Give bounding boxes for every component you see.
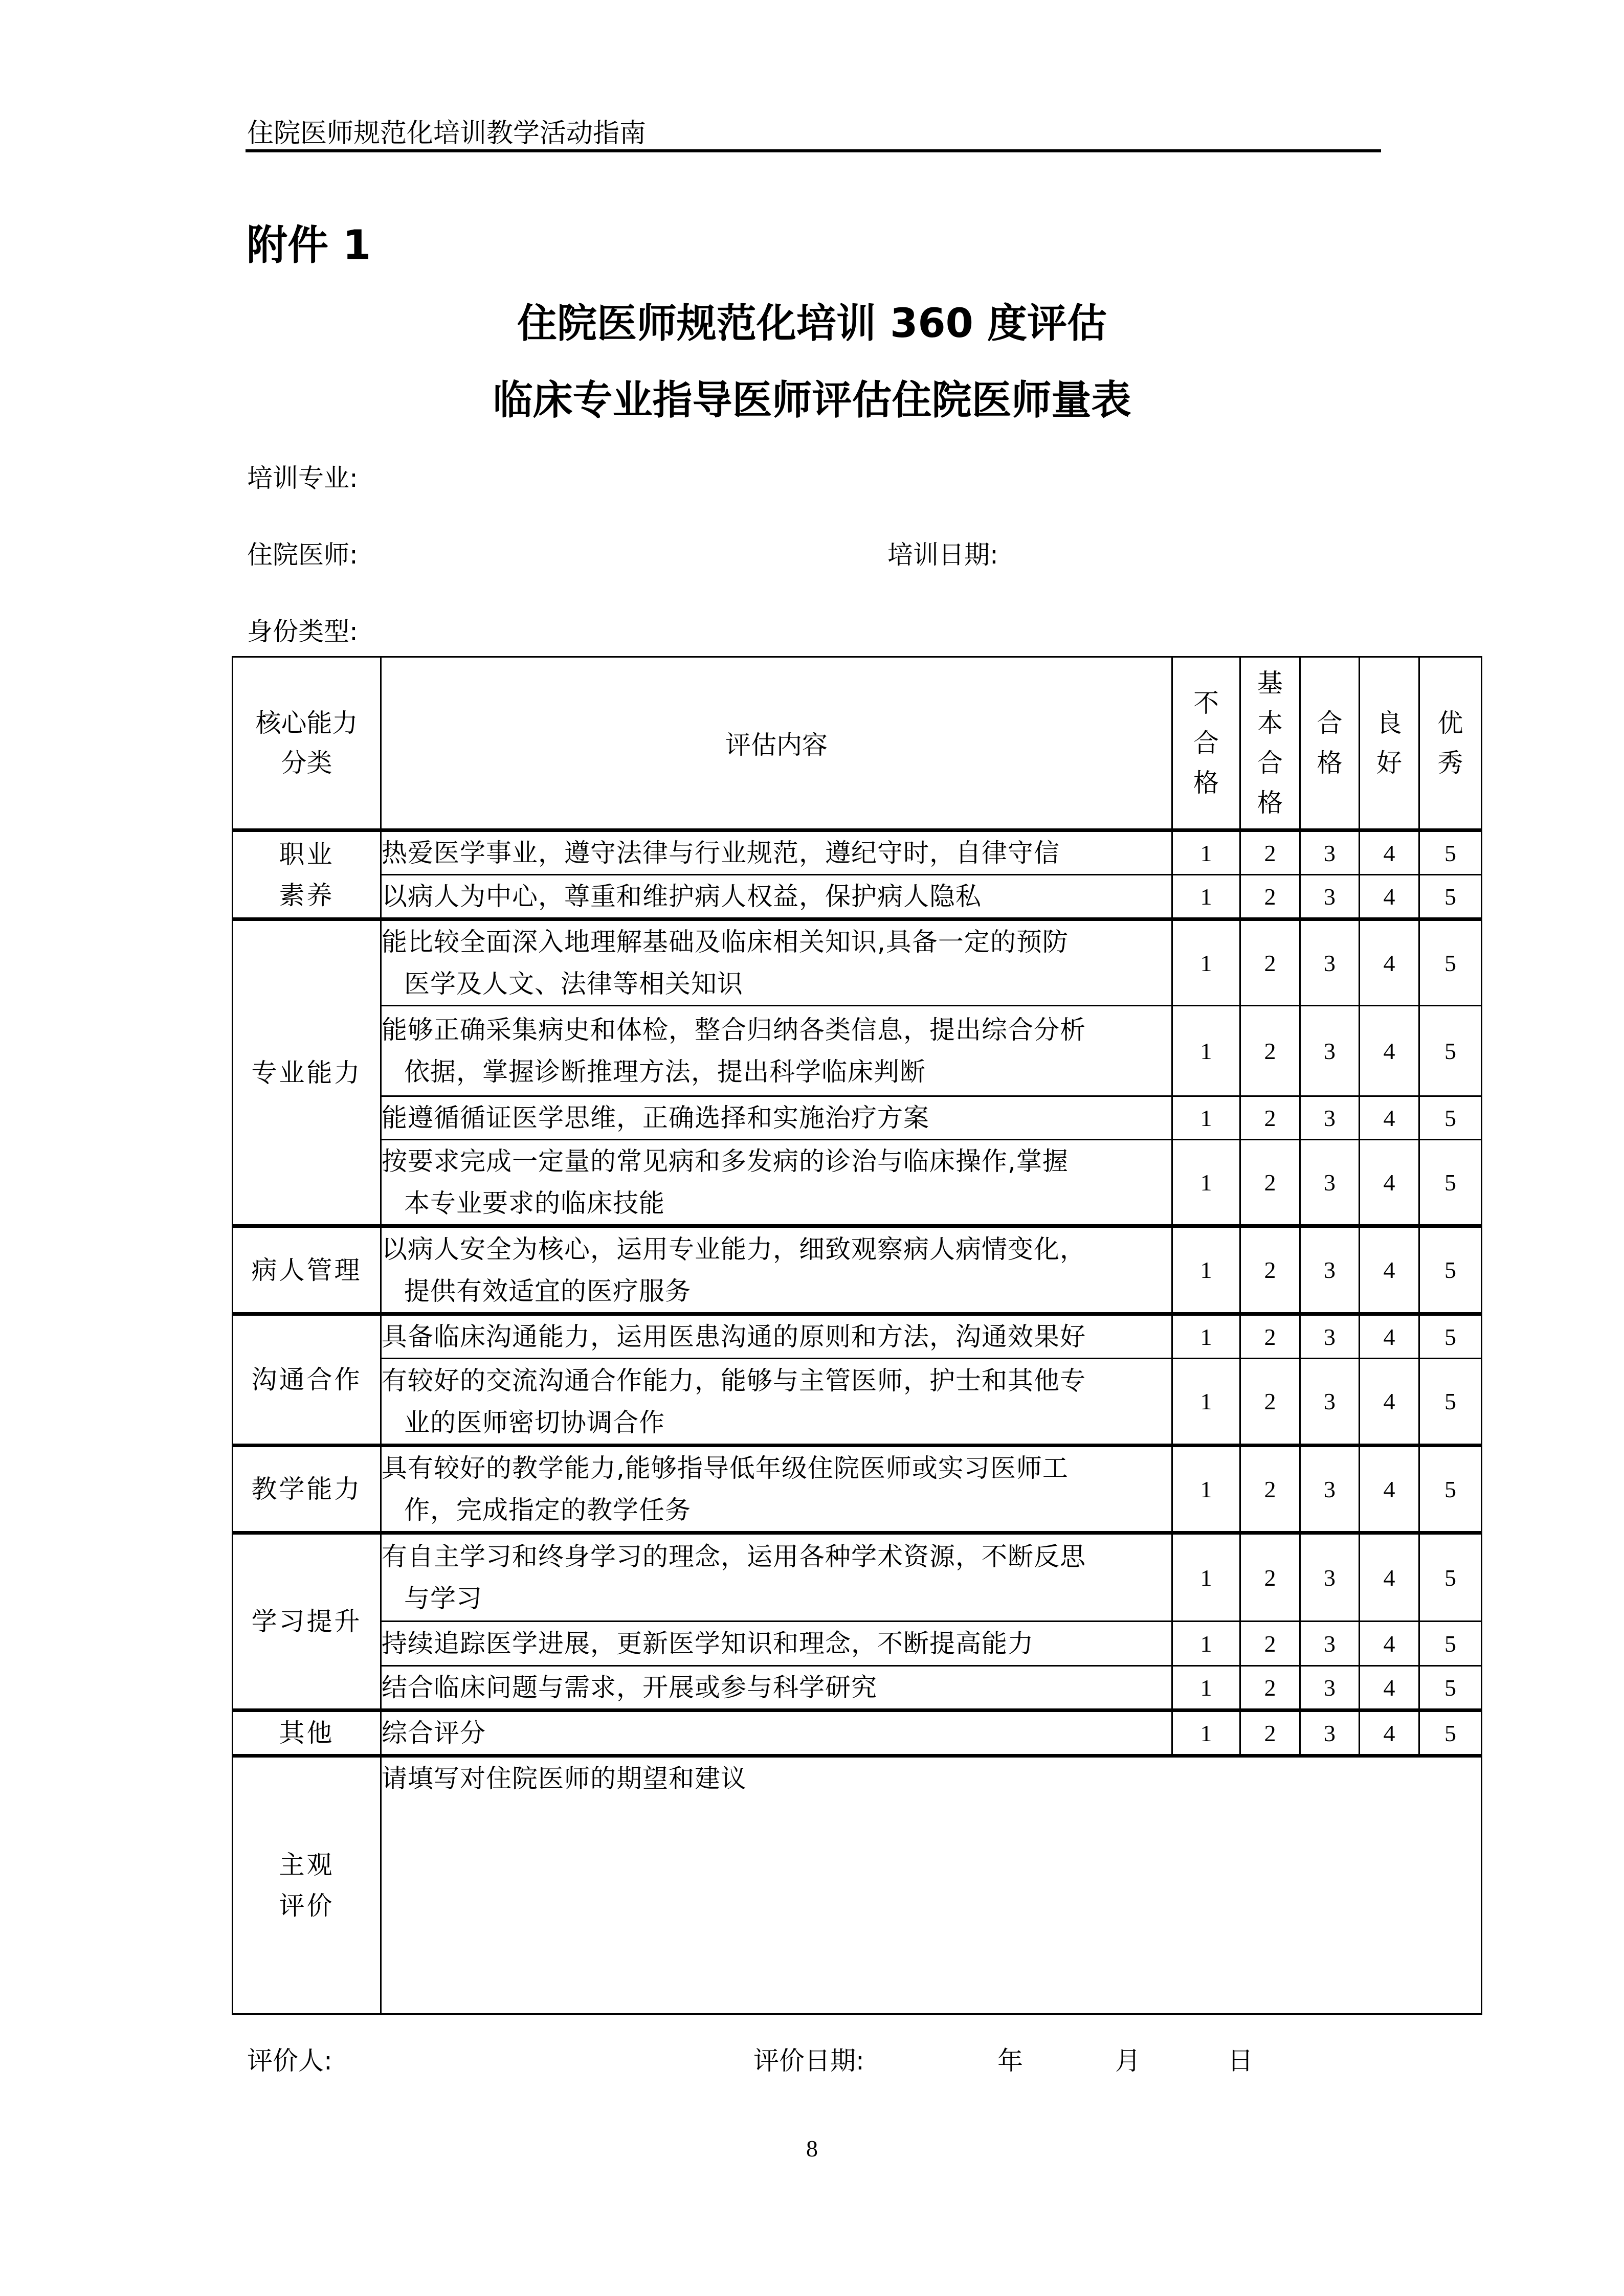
score-option-4[interactable]: 4 <box>1360 1622 1419 1666</box>
subjective-category-label: 评价 <box>279 1891 335 1921</box>
score-option-1[interactable]: 1 <box>1172 1096 1240 1140</box>
score-header-char: 不 <box>1193 688 1219 718</box>
content-text: 与学习 <box>404 1584 482 1613</box>
subjective-category-label: 主观 <box>279 1850 335 1880</box>
score-option-3[interactable]: 3 <box>1300 1622 1360 1666</box>
content-text: 持续追踪医学进展，更新医学知识和理念，不断提高能力 <box>382 1629 1034 1658</box>
score-option-5[interactable]: 5 <box>1419 1666 1482 1710</box>
score-option-2[interactable]: 2 <box>1240 1140 1300 1226</box>
score-option-2[interactable]: 2 <box>1240 1533 1300 1622</box>
field-specialty-label: 培训专业: <box>247 463 358 493</box>
score-option-3[interactable]: 3 <box>1300 1359 1360 1446</box>
score-header-char: 优 <box>1437 708 1463 738</box>
score-option-5[interactable]: 5 <box>1419 830 1482 875</box>
content-cell <box>381 1096 1172 1140</box>
score-option-4[interactable]: 4 <box>1360 1359 1419 1446</box>
score-option-2[interactable]: 2 <box>1240 1226 1300 1314</box>
content-cell <box>381 1622 1172 1666</box>
score-option-2[interactable]: 2 <box>1240 1096 1300 1140</box>
header-category-line2: 分类 <box>281 748 332 778</box>
header-score-basic-pass <box>1240 657 1300 830</box>
content-text: 以病人为中心，尊重和维护病人权益，保护病人隐私 <box>382 882 982 911</box>
table-row <box>233 1666 1482 1710</box>
subjective-prompt: 请填写对住院医师的期望和建议 <box>382 1764 747 1793</box>
content-text: 综合评分 <box>382 1718 486 1748</box>
score-header-char: 合 <box>1257 748 1283 778</box>
table-row <box>233 1622 1482 1666</box>
table-row <box>233 1140 1482 1226</box>
score-header-char: 好 <box>1376 748 1402 778</box>
footer-evaluator-label: 评价人: <box>247 2046 332 2076</box>
score-option-1[interactable]: 1 <box>1172 1446 1240 1533</box>
category-label: 教学能力 <box>251 1474 362 1504</box>
content-cell <box>381 1226 1172 1314</box>
category-cell <box>233 1314 381 1446</box>
score-option-3[interactable]: 3 <box>1300 1710 1360 1756</box>
header-score-excellent <box>1419 657 1482 830</box>
score-option-5[interactable]: 5 <box>1419 1096 1482 1140</box>
score-option-1[interactable]: 1 <box>1172 1666 1240 1710</box>
score-option-2[interactable]: 2 <box>1240 830 1300 875</box>
content-cell <box>381 1533 1172 1622</box>
score-header-char: 格 <box>1193 768 1219 798</box>
score-option-5[interactable]: 5 <box>1419 1226 1482 1314</box>
category-label: 素养 <box>279 880 335 910</box>
score-option-3[interactable]: 3 <box>1300 1140 1360 1226</box>
category-cell <box>233 1226 381 1314</box>
subjective-category-cell <box>233 1756 381 2014</box>
score-header-char: 格 <box>1257 788 1283 818</box>
score-option-1[interactable]: 1 <box>1172 1140 1240 1226</box>
content-text: 按要求完成一定量的常见病和多发病的诊治与临床操作,掌握 <box>382 1146 1069 1176</box>
category-cell <box>233 919 381 1226</box>
score-option-3[interactable]: 3 <box>1300 919 1360 1006</box>
score-option-5[interactable]: 5 <box>1419 1533 1482 1622</box>
score-option-5[interactable]: 5 <box>1419 1006 1482 1096</box>
content-cell <box>381 1006 1172 1096</box>
score-option-3[interactable]: 3 <box>1300 1666 1360 1710</box>
category-label: 沟通合作 <box>251 1365 362 1394</box>
content-text: 有较好的交流沟通合作能力，能够与主管医师，护士和其他专 <box>382 1365 1086 1395</box>
table-row <box>233 1710 1482 1756</box>
score-option-4[interactable]: 4 <box>1360 1314 1419 1359</box>
score-option-5[interactable]: 5 <box>1419 1140 1482 1226</box>
table-row <box>233 1226 1482 1314</box>
content-text: 提供有效适宜的医疗服务 <box>404 1276 691 1306</box>
table-row <box>233 875 1482 919</box>
score-option-4[interactable]: 4 <box>1360 830 1419 875</box>
category-cell <box>233 830 381 919</box>
content-cell <box>381 919 1172 1006</box>
content-cell <box>381 1666 1172 1710</box>
score-option-1[interactable]: 1 <box>1172 1622 1240 1666</box>
score-header-char: 合 <box>1193 728 1219 758</box>
score-option-5[interactable]: 5 <box>1419 875 1482 919</box>
title-line-2: 临床专业指导医师评估住院医师量表 <box>493 377 1131 423</box>
score-header-char: 基 <box>1257 668 1283 698</box>
content-text: 能遵循循证医学思维，正确选择和实施治疗方案 <box>382 1103 929 1133</box>
content-text: 能够正确采集病史和体检，整合归纳各类信息，提出综合分析 <box>382 1015 1086 1045</box>
footer-day-label: 日 <box>1228 2046 1253 2076</box>
subjective-comment-area[interactable] <box>381 1756 1482 2014</box>
score-option-2[interactable]: 2 <box>1240 919 1300 1006</box>
score-option-2[interactable]: 2 <box>1240 1622 1300 1666</box>
subjective-row <box>233 1756 1482 2014</box>
score-option-4[interactable]: 4 <box>1360 1666 1419 1710</box>
score-option-1[interactable]: 1 <box>1172 919 1240 1006</box>
score-option-2[interactable]: 2 <box>1240 1359 1300 1446</box>
footer-month-label: 月 <box>1115 2046 1141 2076</box>
category-label: 学习提升 <box>251 1607 362 1636</box>
score-option-5[interactable]: 5 <box>1419 1446 1482 1533</box>
content-text: 作，完成指定的教学任务 <box>404 1495 691 1525</box>
header-category <box>233 657 381 830</box>
category-label: 职业 <box>279 839 335 869</box>
table-row <box>233 1533 1482 1622</box>
header-content: 评估内容 <box>381 657 1172 830</box>
content-cell <box>381 830 1172 875</box>
score-option-4[interactable]: 4 <box>1360 1710 1419 1756</box>
score-option-4[interactable]: 4 <box>1360 1533 1419 1622</box>
score-option-1[interactable]: 1 <box>1172 1314 1240 1359</box>
score-option-3[interactable]: 3 <box>1300 1533 1360 1622</box>
footer-eval-date-label: 评价日期: <box>753 2046 864 2076</box>
category-label: 其他 <box>279 1718 335 1748</box>
score-option-4[interactable]: 4 <box>1360 1226 1419 1314</box>
content-text: 具有较好的教学能力,能够指导低年级住院医师或实习医师工 <box>382 1453 1069 1483</box>
score-option-1[interactable]: 1 <box>1172 1359 1240 1446</box>
score-option-2[interactable]: 2 <box>1240 1006 1300 1096</box>
score-option-2[interactable]: 2 <box>1240 1446 1300 1533</box>
table-row <box>233 919 1482 1006</box>
field-identity-type-label: 身份类型: <box>247 617 358 646</box>
score-option-2[interactable]: 2 <box>1240 1666 1300 1710</box>
score-header-char: 良 <box>1376 708 1402 738</box>
content-cell <box>381 1446 1172 1533</box>
category-label: 专业能力 <box>251 1057 362 1088</box>
content-cell <box>381 1359 1172 1446</box>
content-text: 医学及人文、法律等相关知识 <box>404 969 743 999</box>
score-header-char: 合 <box>1317 708 1343 738</box>
score-option-1[interactable]: 1 <box>1172 830 1240 875</box>
content-text: 以病人安全为核心，运用专业能力，细致观察病人病情变化， <box>382 1234 1086 1264</box>
field-training-date-label: 培训日期: <box>887 540 998 570</box>
score-option-4[interactable]: 4 <box>1360 1446 1419 1533</box>
category-cell <box>233 1446 381 1533</box>
page-number: 8 <box>806 2135 818 2162</box>
score-option-3[interactable]: 3 <box>1300 1226 1360 1314</box>
score-header-char: 格 <box>1317 748 1343 778</box>
table-row <box>233 1006 1482 1096</box>
title-line-1: 住院医师规范化培训 360 度评估 <box>517 301 1107 347</box>
score-option-3[interactable]: 3 <box>1300 1446 1360 1533</box>
score-option-2[interactable]: 2 <box>1240 1710 1300 1756</box>
content-text: 热爱医学事业，遵守法律与行业规范，遵纪守时，自律守信 <box>382 838 1060 868</box>
header-score-good <box>1360 657 1419 830</box>
content-text: 依据，掌握诊断推理方法，提出科学临床判断 <box>404 1057 926 1087</box>
score-option-4[interactable]: 4 <box>1360 1096 1419 1140</box>
score-option-4[interactable]: 4 <box>1360 1140 1419 1226</box>
score-option-5[interactable]: 5 <box>1419 1710 1482 1756</box>
content-text: 业的医师密切协调合作 <box>404 1407 665 1437</box>
content-cell <box>381 1710 1172 1756</box>
header-score-fail <box>1172 657 1240 830</box>
category-cell <box>233 1710 381 1756</box>
table-row <box>233 1096 1482 1140</box>
footer-year-label: 年 <box>997 2046 1023 2076</box>
content-cell <box>381 1140 1172 1226</box>
running-head: 住院医师规范化培训教学活动指南 <box>247 118 647 149</box>
content-text: 具备临床沟通能力，运用医患沟通的原则和方法，沟通效果好 <box>382 1322 1086 1352</box>
score-option-4[interactable]: 4 <box>1360 1006 1419 1096</box>
field-resident-label: 住院医师: <box>247 540 358 570</box>
category-cell <box>233 1533 381 1710</box>
table-row <box>233 1359 1482 1446</box>
score-option-1[interactable]: 1 <box>1172 1710 1240 1756</box>
table-row <box>233 1314 1482 1359</box>
score-option-1[interactable]: 1 <box>1172 1006 1240 1096</box>
score-option-5[interactable]: 5 <box>1419 1622 1482 1666</box>
header-category-line1: 核心能力 <box>255 708 358 738</box>
score-option-1[interactable]: 1 <box>1172 875 1240 919</box>
content-text: 本专业要求的临床技能 <box>404 1188 665 1218</box>
score-option-2[interactable]: 2 <box>1240 875 1300 919</box>
score-option-3[interactable]: 3 <box>1300 830 1360 875</box>
score-option-4[interactable]: 4 <box>1360 919 1419 1006</box>
table-header-row <box>233 657 1482 830</box>
score-option-3[interactable]: 3 <box>1300 1006 1360 1096</box>
score-option-3[interactable]: 3 <box>1300 1314 1360 1359</box>
header-score-pass <box>1300 657 1360 830</box>
score-option-5[interactable]: 5 <box>1419 919 1482 1006</box>
content-text: 结合临床问题与需求，开展或参与科学研究 <box>382 1673 877 1702</box>
content-text: 能比较全面深入地理解基础及临床相关知识,具备一定的预防 <box>382 927 1069 957</box>
score-option-3[interactable]: 3 <box>1300 875 1360 919</box>
score-option-3[interactable]: 3 <box>1300 1096 1360 1140</box>
category-label: 病人管理 <box>251 1255 362 1285</box>
content-cell <box>381 875 1172 919</box>
score-option-2[interactable]: 2 <box>1240 1314 1300 1359</box>
content-text: 有自主学习和终身学习的理念，运用各种学术资源，不断反思 <box>382 1542 1086 1571</box>
evaluation-table <box>232 656 1482 2015</box>
table-row <box>233 830 1482 875</box>
score-option-1[interactable]: 1 <box>1172 1533 1240 1622</box>
score-option-5[interactable]: 5 <box>1419 1359 1482 1446</box>
score-header-char: 本 <box>1257 708 1283 738</box>
score-header-char: 秀 <box>1437 748 1463 778</box>
attachment-label: 附件 1 <box>247 221 371 269</box>
header-rule <box>246 149 1381 152</box>
table-row <box>233 1446 1482 1533</box>
content-cell <box>381 1314 1172 1359</box>
score-option-5[interactable]: 5 <box>1419 1314 1482 1359</box>
score-option-4[interactable]: 4 <box>1360 875 1419 919</box>
score-option-1[interactable]: 1 <box>1172 1226 1240 1314</box>
